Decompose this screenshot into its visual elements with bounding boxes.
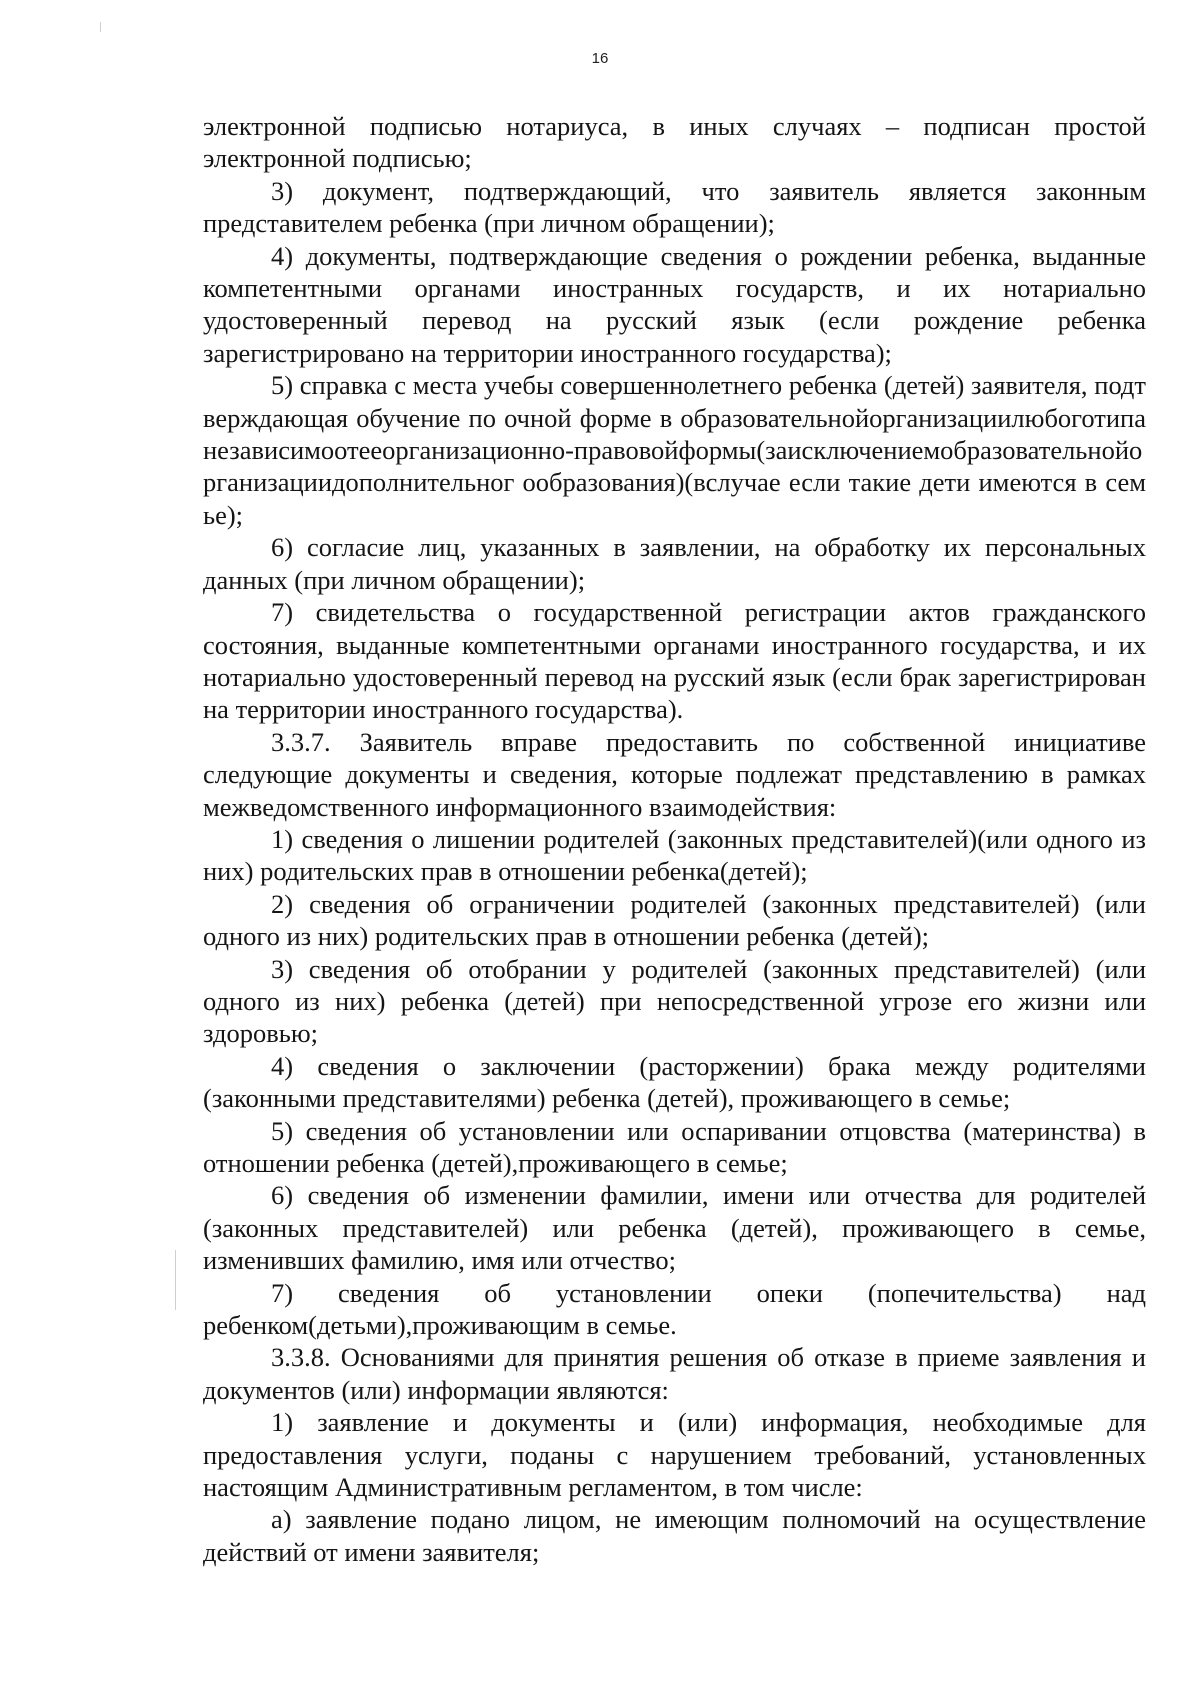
paragraph-3-3-7-item-1: 1) сведения о лишении родителей (законных представителей)(или одного из них) родительских прав в отношении ребенка(детей); [203,823,1146,887]
paragraph-section-3-3-7: 3.3.7. Заявитель вправе предоставить по собственной инициативе следующие документы и сведения, которые подлежат представлению в рамках межведомственного информационного взаимодействия: [203,726,1146,822]
paragraph-section-3-3-8: 3.3.8. Основаниями для принятия решения об отказе в приеме заявления и документов (или) информации являются: [203,1342,1146,1405]
paragraph-3-3-7-item-2: 2) сведения об ограничении родителей (законных представителей) (или одного из них) родительских прав в отношении ребенка (детей); [203,888,1146,952]
paragraph-3-3-8-item-1: 1) заявление и документы и (или) информация, необходимые для предоставления услуги, поданы с нарушением требований, установленных настоящим Административным регламентом, в том числе: [203,1407,1146,1503]
scan-margin-mark-left [175,1250,176,1310]
page-number: 16 [591,50,609,67]
document-body [203,110,1146,1568]
paragraph-item-6: 6) согласие лиц, указанных в заявлении, на обработку их персональных данных (при личном обращении); [203,532,1146,595]
paragraph-item-7: 7) свидетельства о государственной регистрации актов гражданского состояния, выданные компетентными органами иностранного государства, и их нотариально удостоверенный перевод на русский язык (если брак зарегистрирован на территории иностранного государства). [203,597,1146,725]
paragraph-3-3-8-item-1a: а) заявление подано лицом, не имеющим полномочий на осуществление действий от имени заявителя; [203,1504,1146,1567]
paragraph-item-4: 4) документы, подтверждающие сведения о рождении ребенка, выданные компетентными органами иностранных государств, и их нотариально удостоверенный перевод на русский язык (если рождение ребенка зарегистрировано на территории иностранного государства); [203,240,1146,368]
paragraph-3-3-7-item-4: 4) сведения о заключении (расторжении) брака между родителями (законными представителями) ребенка (детей), проживающего в семье; [203,1050,1146,1114]
paragraph-continuation: электронной подписью нотариуса, в иных случаях – подписан простой электронной подписью; [203,111,1146,174]
paragraph-3-3-7-item-7: 7) сведения об установлении опеки (попечительства) над ребенком(детьми),проживающим в семье. [203,1277,1146,1341]
scan-margin-mark-top [100,22,101,32]
paragraph-item-5: 5) справка с места учебы совершеннолетнего ребенка (детей) заявителя, подтверждающая обучение по очной форме в образовательнойорганизациилюбоготипанезависимоотееорганизационно-правовойформы(заисключениемобразовательнойорганизациидополнительног ообразования)(вслучае если такие дети имеются в семье); [203,370,1146,530]
paragraph-3-3-7-item-5: 5) сведения об установлении или оспаривании отцовства (материнства) в отношении ребенка (детей),проживающего в семье; [203,1115,1146,1178]
paragraph-item-3: 3) документ, подтверждающий, что заявитель является законным представителем ребенка (при личном обращении); [203,175,1146,239]
paragraph-3-3-7-item-3: 3) сведения об отобрании у родителей (законных представителей) (или одного из них) ребенка (детей) при непосредственной угрозе его жизни или здоровью; [203,953,1146,1049]
paragraph-3-3-7-item-6: 6) сведения об изменении фамилии, имени или отчества для родителей (законных представителей) или ребенка (детей), проживающего в семье, изменивших фамилию, имя или отчество; [203,1180,1146,1276]
